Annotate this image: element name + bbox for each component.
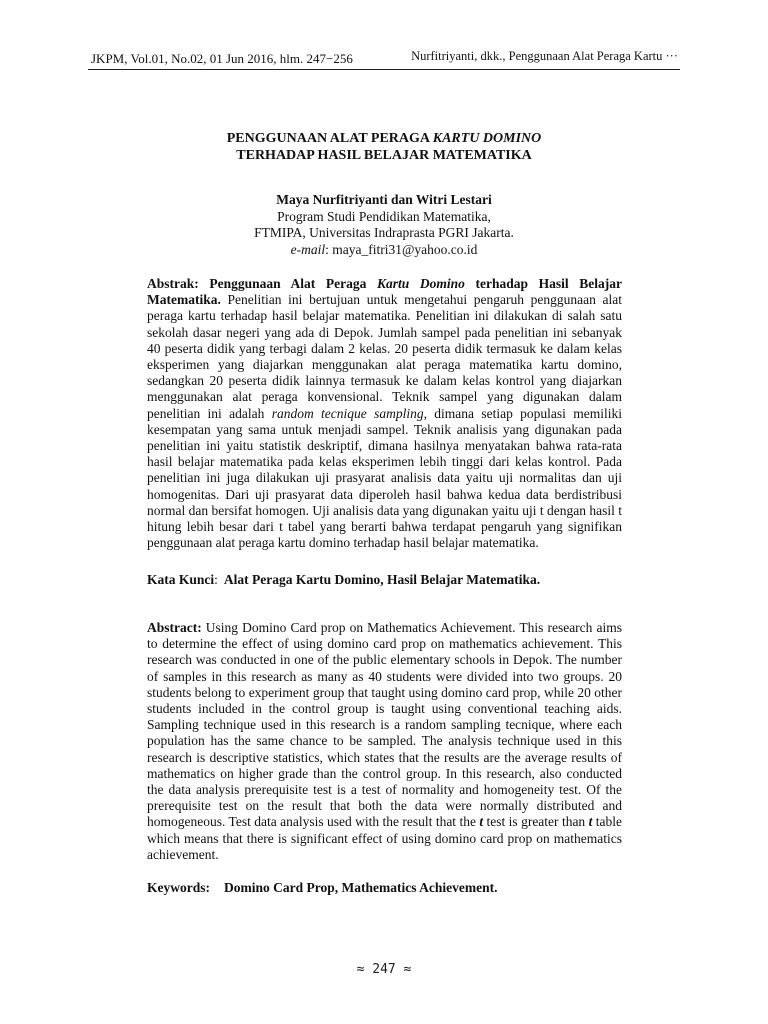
keywords-label: Keywords:: [147, 880, 210, 895]
kata-kunci-sep: :: [214, 572, 218, 587]
title-line1-italic: KARTU DOMINO: [432, 131, 542, 146]
abstract-t1: t: [479, 814, 484, 830]
running-header-authors: Nurfitriyanti, dkk., Penggunaan Alat Peraga Kartu ···: [411, 49, 678, 63]
abstrak-title-c: terhadap Hasil Belajar Matematika.: [147, 276, 622, 308]
abstract-label: Abstract:: [147, 620, 202, 635]
kata-kunci-line: [147, 572, 622, 588]
abstrak-body-italic: random tecnique sampling: [271, 405, 424, 421]
affiliation-2: FTMIPA, Universitas Indraprasta PGRI Jakarta.: [254, 225, 514, 240]
title-line2: TERHADAP HASIL BELAJAR MATEMATIKA: [236, 148, 532, 163]
abstrak-paragraph: [147, 276, 622, 551]
paper-title: [0, 130, 768, 164]
kata-kunci-label: Kata Kunci: [147, 572, 215, 587]
email-line: [0, 242, 768, 259]
email-separator: :: [325, 241, 333, 257]
abstrak-body-a: Penelitian ini bertujuan untuk mengetahui pengaruh penggunaan alat peraga kartu terhadap hasil belajar matematika. Penelitian ini dilakukan di salah satu sekolah dasar negeri yang ada di Depok. Jumlah sampel pada penelitian ini sebanyak 40 peserta didik yang terbagi dalam 2 kelas. 20 peserta didik termasuk ke dalam kelas eksperimen yang diajarkan menggunakan alat peraga matematika kartu domino, sedangkan 20 peserta didik lainnya termasuk ke dalam kelas kontrol yang diajarkan menggunakan alat peraga konvensional. Teknik sampel yang digunakan dalam penelitian ini adalah: [147, 292, 622, 421]
affiliation-1: Program Studi Pendidikan Matematika,: [277, 208, 491, 224]
email-address: maya_fitri31@yahoo.co.id: [332, 241, 478, 257]
title-line1-text: PENGGUNAAN ALAT PERAGA: [226, 131, 433, 146]
abstract-body-b: test is greater than: [483, 814, 589, 830]
abstract-paragraph: [147, 620, 622, 863]
abstract-t2: t: [588, 814, 593, 830]
kata-kunci-value: Alat Peraga Kartu Domino, Hasil Belajar Matematika.: [223, 572, 541, 587]
page-number: ≈ 247 ≈: [356, 962, 412, 977]
author-block: [0, 192, 768, 258]
header-rule: [88, 69, 680, 70]
keywords-value: Domino Card Prop, Mathematics Achievement.: [224, 880, 498, 895]
running-header-journal: JKPM, Vol.01, No.02, 01 Jun 2016, hlm. 247−256: [91, 51, 353, 66]
abstract-body-c: table which means that there is significant effect of using domino card prop on mathematics achievement.: [147, 814, 622, 862]
abstract-body-a: Using Domino Card prop on Mathematics Achievement. This research aims to determine the effect of using domino card prop on mathematics achievement. This research was conducted in one of the public elementary schools in Depok. The number of samples in this research as many as 40 students were divided into two groups. 20 students belong to experiment group that taught using domino card prop, while 20 other students included in the control group is taught using conventional teaching aids. Sampling technique used in this research is a random sampling tecnique, where each population has the same chance to be sampled. The analysis technique used in this research is descriptive statistics, which states that the results are the average results of mathematics on higher grade than the control group. In this research, also conducted the data analysis prerequisite test is a test of normality and homogeneity test. Of the prerequisite test on the result that both the data were normally distributed and homogeneous. Test data analysis used with the result that the: [147, 620, 622, 830]
author-names: Maya Nurfitriyanti dan Witri Lestari: [276, 192, 492, 207]
abstrak-title-italic: Kartu Domino: [376, 276, 465, 291]
abstrak-title-a: Abstrak: Penggunaan Alat Peraga: [147, 276, 377, 291]
email-label: e-mail: [290, 241, 326, 257]
keywords-line: [147, 880, 622, 896]
abstrak-body-b: , dimana setiap populasi memiliki kesempatan yang sama untuk menjadi sampel. Teknik analisis yang digunakan pada penelitian ini yaitu statistik deskriptif, dimana hasilnya menyatakan bahwa rata-rata hasil belajar matematika pada kelas eksperimen lebih tinggi dari kelas kontrol. Pada penelitian ini juga dilakukan uji prasyarat analisis data yaitu uji normalitas dan uji homogenitas. Dari uji prasyarat data diperoleh hasil bahwa kedua data berdistribusi normal dan bersifat homogen. Uji analisis data yang digunakan yaitu uji t dengan hasil t hitung lebih besar dari t tabel yang berarti bahwa terdapat pengaruh yang signifikan penggunaan alat peraga kartu domino terhadap hasil belajar matematika.: [147, 405, 623, 551]
